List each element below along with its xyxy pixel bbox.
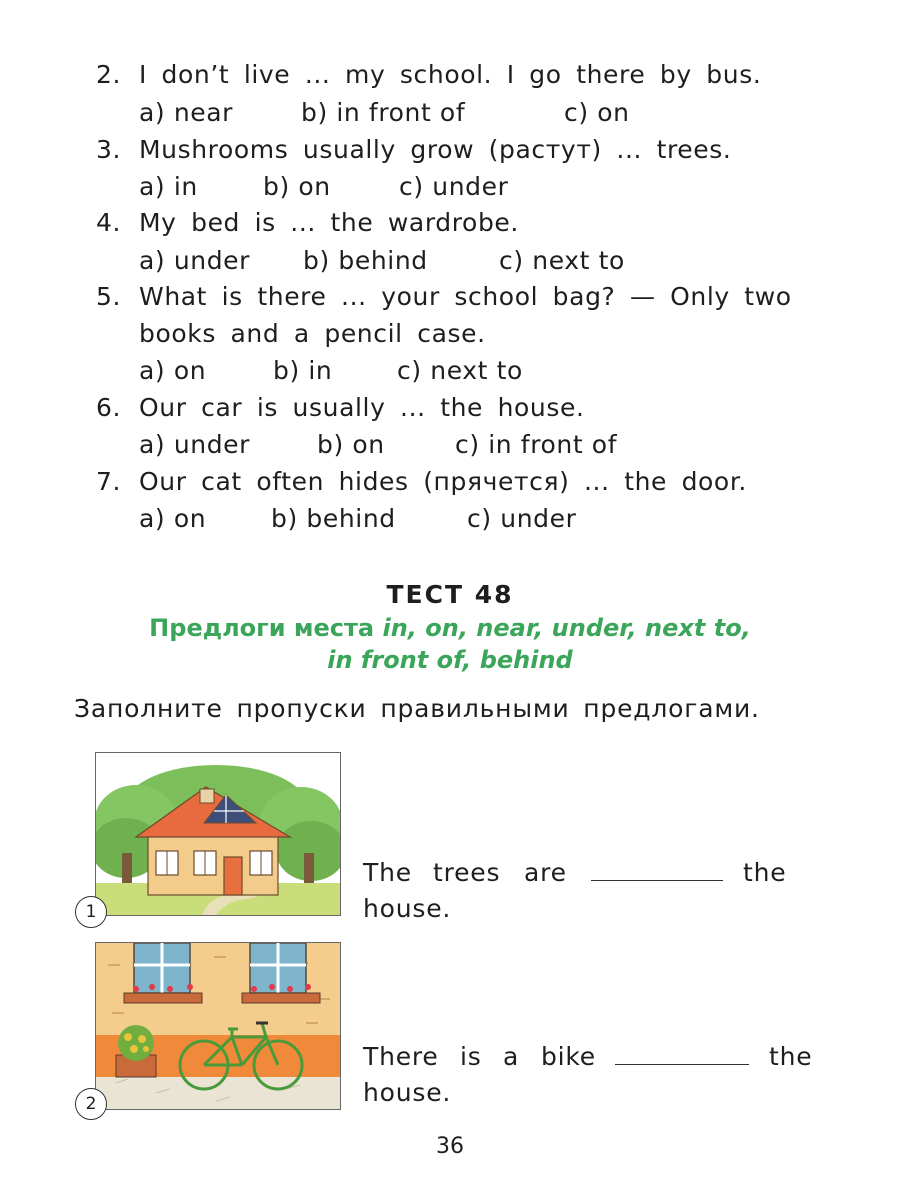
option-letter: b) xyxy=(263,172,290,201)
subtitle-lead: Предлоги места xyxy=(149,614,375,642)
question-text: My bed is ... the wardrobe. xyxy=(139,208,519,237)
option-text: on xyxy=(597,98,630,127)
option-text: on xyxy=(352,430,385,459)
option-letter: a) xyxy=(139,430,166,459)
test-subtitle-line1 xyxy=(0,614,900,642)
exercise-number-badge: 1 xyxy=(75,896,107,928)
option-letter: c) xyxy=(499,246,524,275)
option-letter: b) xyxy=(317,430,344,459)
word: bike xyxy=(541,1042,596,1071)
option-text: in xyxy=(308,356,333,385)
option-text: under xyxy=(173,430,251,459)
answer-blank[interactable] xyxy=(591,880,723,881)
question-text: Our car is usually ... the house. xyxy=(139,393,585,422)
exercise-1-sentence-end: house. xyxy=(363,894,452,923)
option-letter: a) xyxy=(139,504,166,533)
subtitle-prepositions: in, on, near, under, next to, xyxy=(382,614,751,642)
house-trees-picture xyxy=(95,752,341,916)
option-letter: c) xyxy=(399,172,424,201)
option-text: in xyxy=(173,172,198,201)
instruction: Заполните пропуски правильными предлогами. xyxy=(74,694,760,723)
option-letter: a) xyxy=(139,98,166,127)
option-letter: c) xyxy=(467,504,492,533)
word: trees xyxy=(433,858,501,887)
question-number: 6. xyxy=(96,393,122,422)
question-text: Mushrooms usually grow (растут) ... trees. xyxy=(139,135,732,164)
option-letter: c) xyxy=(455,430,480,459)
test-title: ТЕСТ 48 xyxy=(386,580,514,609)
option-letter: b) xyxy=(271,504,298,533)
exercise-number-badge: 2 xyxy=(75,1088,107,1120)
option-text: under xyxy=(173,246,251,275)
page-number: 36 xyxy=(436,1134,464,1159)
option-text: behind xyxy=(306,504,396,533)
word: the xyxy=(743,858,787,887)
question-number: 3. xyxy=(96,135,122,164)
option-text: behind xyxy=(338,246,428,275)
option-letter: b) xyxy=(303,246,330,275)
option-text: on xyxy=(173,504,207,533)
question-text: Our cat often hides (прячется) ... the door. xyxy=(139,467,747,496)
word: a xyxy=(503,1042,520,1071)
option-letter: c) xyxy=(397,356,422,385)
word: The xyxy=(363,858,412,887)
exercise-2-sentence-end: house. xyxy=(363,1078,452,1107)
test-subtitle-line2 xyxy=(0,646,900,674)
word: is xyxy=(460,1042,482,1071)
option-letter: a) xyxy=(139,356,166,385)
option-text: next to xyxy=(532,246,625,275)
word: There xyxy=(363,1042,439,1071)
question-text: I don’t live ... my school. I go there by bus. xyxy=(139,60,762,89)
option-letter: a) xyxy=(139,172,166,201)
question-number: 7. xyxy=(96,467,122,496)
question-number: 5. xyxy=(96,282,122,311)
option-letter: b) xyxy=(273,356,300,385)
option-text: on xyxy=(173,356,207,385)
question-number: 4. xyxy=(96,208,122,237)
subtitle-prepositions: in front of, behind xyxy=(327,646,573,674)
option-letter: c) xyxy=(564,98,589,127)
question-text-continued: books and a pencil case. xyxy=(139,319,486,348)
word: are xyxy=(524,858,567,887)
option-text: in front of xyxy=(336,98,466,127)
answer-blank[interactable] xyxy=(615,1064,749,1065)
word: the xyxy=(769,1042,813,1071)
option-letter: a) xyxy=(139,246,166,275)
option-text: under xyxy=(500,504,577,533)
option-text: on xyxy=(298,172,331,201)
question-number: 2. xyxy=(96,60,122,89)
option-letter: b) xyxy=(301,98,328,127)
option-text: next to xyxy=(430,356,523,385)
option-text: in front of xyxy=(488,430,618,459)
question-text: What is there ... your school bag? — Only two xyxy=(139,282,792,311)
option-text: near xyxy=(173,98,234,127)
bike-wall-picture xyxy=(95,942,341,1110)
option-text: under xyxy=(432,172,509,201)
